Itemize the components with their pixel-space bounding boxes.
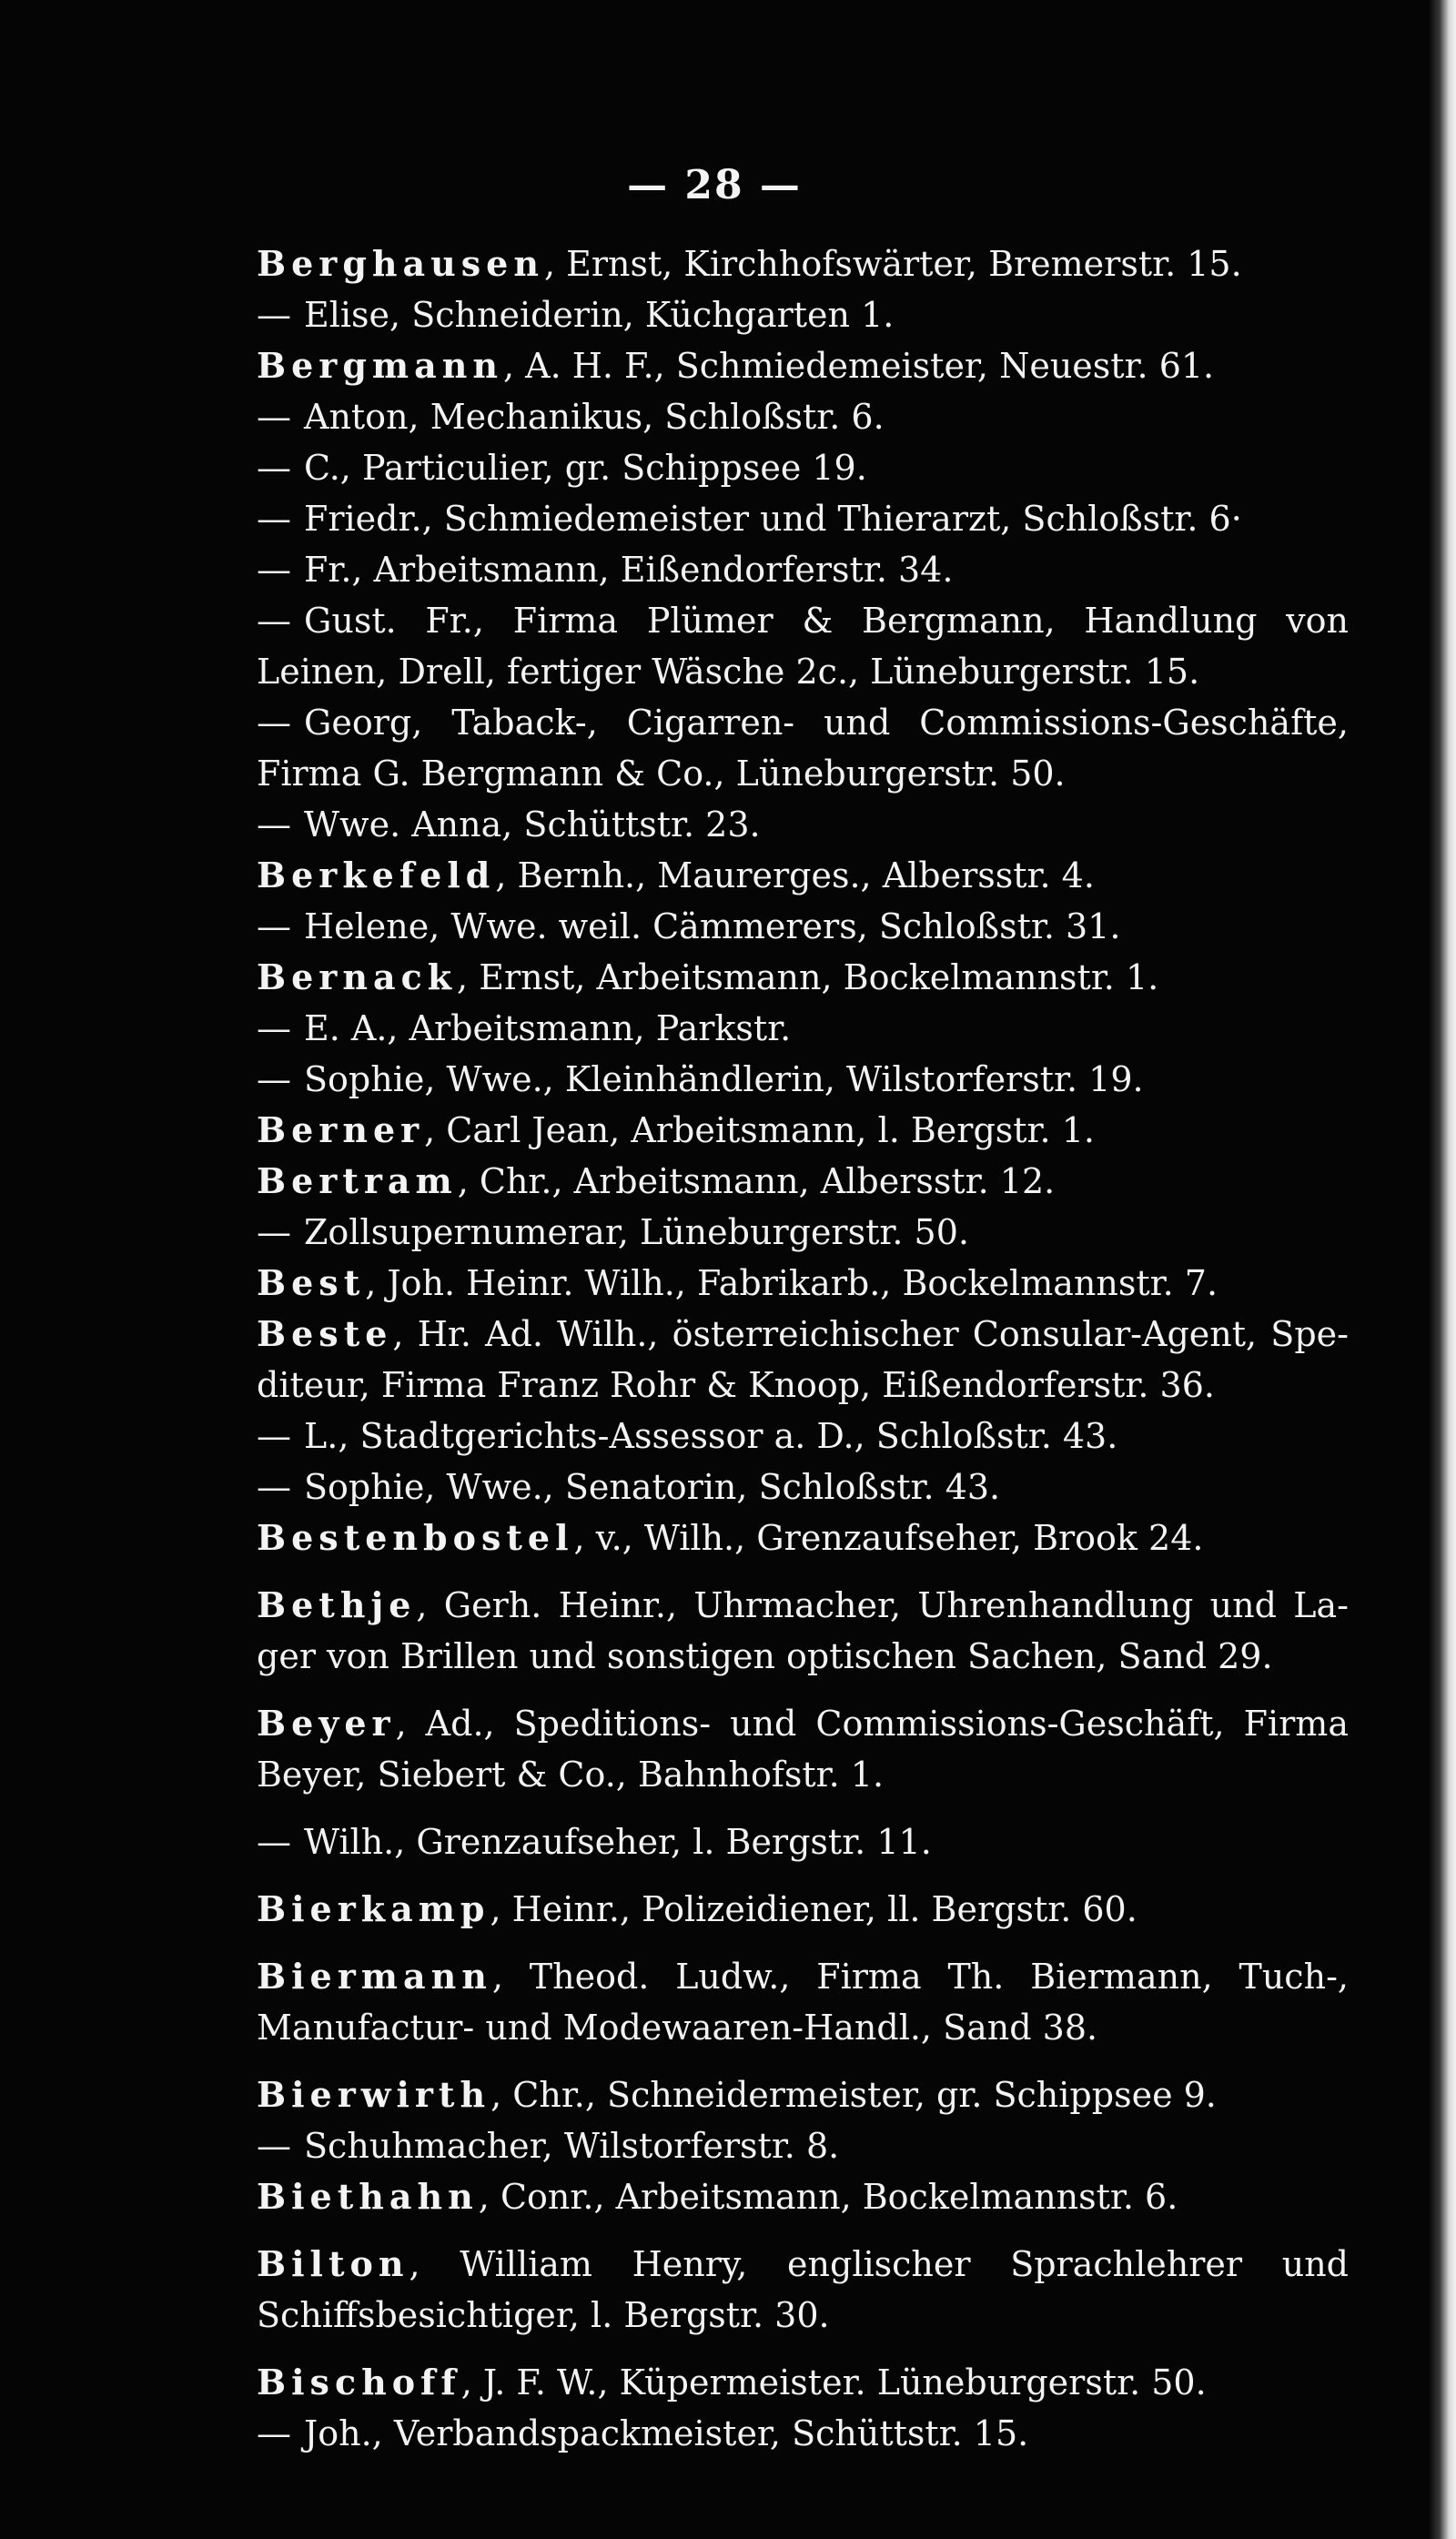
entry-text: Schiffsbesichtiger, l. Bergstr. 30. xyxy=(257,2295,830,2335)
entry-text: Joh., Verbandspackmeister, Schüttstr. 15. xyxy=(304,2413,1029,2453)
dash-mark: — xyxy=(257,1212,291,1252)
entry-line xyxy=(257,1156,1349,1207)
entry-line xyxy=(257,595,1349,646)
entry-line xyxy=(257,1207,1349,1258)
entry-text: Wilh., Grenzaufseher, l. Bergstr. 11. xyxy=(304,1822,932,1862)
entry-line xyxy=(257,1360,1349,1411)
entry-line xyxy=(257,1631,1349,1682)
entry-line xyxy=(257,850,1349,901)
entry-text: , William Henry, englischer Sprachlehrer und xyxy=(409,2244,1349,2284)
entry-line xyxy=(257,2002,1349,2053)
entry-line xyxy=(257,1951,1349,2002)
dash-mark: — xyxy=(257,601,291,641)
entry-text: , Chr., Schneidermeister, gr. Schippsee 9. xyxy=(490,2075,1217,2115)
entry-surname: Berkefeld xyxy=(257,855,496,895)
entry-text: , Carl Jean, Arbeitsmann, l. Bergstr. 1. xyxy=(424,1110,1095,1150)
entry-line xyxy=(257,2120,1349,2171)
entry-text: , Conr., Arbeitsmann, Bockelmannstr. 6. xyxy=(478,2177,1178,2217)
dash-mark: — xyxy=(257,1822,291,1862)
entry-text: Friedr., Schmiedemeister und Thierarzt, Schloßstr. 6· xyxy=(304,499,1242,539)
dash-mark: — xyxy=(257,804,291,845)
entry-list xyxy=(257,238,1349,2459)
entry-surname: Beste xyxy=(257,1313,393,1354)
page-edge-shadow xyxy=(1429,0,1456,2539)
entry-line xyxy=(257,2171,1349,2222)
entry-line xyxy=(257,748,1349,799)
entry-line xyxy=(257,391,1349,442)
entry-line xyxy=(257,238,1349,289)
entry-line xyxy=(257,799,1349,850)
entry-text: E. A., Arbeitsmann, Parkstr. xyxy=(304,1008,792,1048)
entry-text: , Ernst, Kirchhofswärter, Bremerstr. 15. xyxy=(543,244,1242,284)
dash-mark: — xyxy=(257,499,291,539)
entry-line xyxy=(257,1309,1349,1360)
dash-mark: — xyxy=(257,448,291,488)
entry-text: , A. H. F., Schmiedemeister, Neuestr. 61. xyxy=(502,346,1215,386)
entry-line xyxy=(257,1698,1349,1749)
entry-line xyxy=(257,493,1349,544)
entry-text: , v., Wilh., Grenzaufseher, Brook 24. xyxy=(573,1518,1204,1558)
entry-surname: Bergmann xyxy=(257,345,503,386)
entry-line xyxy=(257,2290,1349,2341)
entry-text: , Ad., Speditions- und Commissions-Geschäft, Firma xyxy=(395,1704,1349,1744)
entry-text: Firma G. Bergmann & Co., Lüneburgerstr. 50. xyxy=(257,754,1066,794)
entry-line xyxy=(257,1411,1349,1462)
entry-line xyxy=(257,1105,1349,1156)
entry-line xyxy=(257,1580,1349,1631)
dash-mark: — xyxy=(257,295,291,335)
entry-text: Elise, Schneiderin, Küchgarten 1. xyxy=(304,295,895,335)
entry-line xyxy=(257,1884,1349,1935)
entry-text: C., Particulier, gr. Schippsee 19. xyxy=(304,448,867,488)
dash-mark: — xyxy=(257,906,291,946)
entry-text: ger von Brillen und sonstigen optischen Sachen, Sand 29. xyxy=(257,1636,1273,1676)
page-number: — 28 — xyxy=(627,162,802,208)
entry-surname: Bierkamp xyxy=(257,1888,490,1929)
dash-mark: — xyxy=(257,2413,291,2453)
entry-text: Helene, Wwe. weil. Cämmerers, Schloßstr. 31. xyxy=(304,906,1121,946)
entry-text: , Ernst, Arbeitsmann, Bockelmannstr. 1. xyxy=(457,957,1159,997)
entry-text: Leinen, Drell, fertiger Wäsche 2c., Lüneburgerstr. 15. xyxy=(257,652,1200,692)
entry-text: L., Stadtgerichts-Assessor a. D., Schloßstr. 43. xyxy=(304,1416,1118,1456)
entry-text: Anton, Mechanikus, Schloßstr. 6. xyxy=(304,397,885,437)
entry-line xyxy=(257,442,1349,493)
entry-text: , Bernh., Maurerges., Albersstr. 4. xyxy=(495,855,1095,895)
entry-line xyxy=(257,697,1349,748)
entry-surname: Bischoff xyxy=(257,2362,461,2402)
entry-surname: Bestenbostel xyxy=(257,1517,574,1558)
entry-line xyxy=(257,1749,1349,1800)
entry-line xyxy=(257,2239,1349,2290)
entry-line xyxy=(257,1054,1349,1105)
entry-text: , Hr. Ad. Wilh., österreichischer Consular-Agent, Spe- xyxy=(392,1314,1349,1354)
entry-surname: Biethahn xyxy=(257,2176,479,2217)
entry-surname: Bernack xyxy=(257,956,458,997)
dash-mark: — xyxy=(257,1416,291,1456)
entry-surname: Bertram xyxy=(257,1160,458,1201)
entry-text: , Theod. Ludw., Firma Th. Biermann, Tuch-, xyxy=(491,1957,1349,1997)
entry-surname: Best xyxy=(257,1262,366,1303)
entry-line xyxy=(257,952,1349,1003)
entry-text: Schuhmacher, Wilstorferstr. 8. xyxy=(304,2126,840,2166)
dash-mark: — xyxy=(257,2126,291,2166)
entry-text: Sophie, Wwe., Senatorin, Schloßstr. 43. xyxy=(304,1467,1001,1507)
entry-line xyxy=(257,1462,1349,1512)
entry-text: , J. F. W., Küpermeister. Lüneburgerstr. 50. xyxy=(460,2362,1207,2402)
entry-text: Zollsupernumerar, Lüneburgerstr. 50. xyxy=(304,1212,969,1252)
entry-text: , Chr., Arbeitsmann, Albersstr. 12. xyxy=(457,1161,1056,1201)
entry-line xyxy=(257,340,1349,391)
entry-surname: Biermann xyxy=(257,1956,492,1997)
dash-mark: — xyxy=(257,397,291,437)
entry-text: , Heinr., Polizeidiener, ll. Bergstr. 60. xyxy=(490,1889,1138,1929)
entry-text: , Gerh. Heinr., Uhrmacher, Uhrenhandlung und La- xyxy=(416,1585,1349,1625)
entry-text: Fr., Arbeitsmann, Eißendorferstr. 34. xyxy=(304,550,954,590)
entry-line xyxy=(257,1816,1349,1867)
entry-text: Manufactur- und Modewaaren-Handl., Sand 38. xyxy=(257,2008,1098,2048)
dash-mark: — xyxy=(257,1008,291,1048)
entry-line xyxy=(257,1512,1349,1563)
entry-text: , Joh. Heinr. Wilh., Fabrikarb., Bockelmannstr. 7. xyxy=(365,1263,1218,1303)
entry-line xyxy=(257,2357,1349,2408)
entry-surname: Berner xyxy=(257,1109,425,1150)
entry-surname: Bilton xyxy=(257,2243,410,2284)
entry-line xyxy=(257,1003,1349,1054)
dash-mark: — xyxy=(257,550,291,590)
entry-text: Wwe. Anna, Schüttstr. 23. xyxy=(304,804,761,845)
entry-surname: Bierwirth xyxy=(257,2074,491,2115)
dash-mark: — xyxy=(257,1467,291,1507)
entry-text: Georg, Taback-, Cigarren- und Commissions-Geschäfte, xyxy=(304,703,1349,743)
entry-line xyxy=(257,544,1349,595)
dash-mark: — xyxy=(257,1059,291,1099)
entry-line xyxy=(257,2069,1349,2120)
dash-mark: — xyxy=(257,703,291,743)
entry-surname: Bethje xyxy=(257,1584,417,1625)
entry-surname: Beyer xyxy=(257,1703,396,1744)
entry-text: diteur, Firma Franz Rohr & Knoop, Eißendorferstr. 36. xyxy=(257,1365,1215,1405)
entry-surname: Berghausen xyxy=(257,243,544,284)
entry-line xyxy=(257,646,1349,697)
entry-text: Sophie, Wwe., Kleinhändlerin, Wilstorferstr. 19. xyxy=(304,1059,1144,1099)
entry-text: Gust. Fr., Firma Plümer & Bergmann, Handlung von xyxy=(304,601,1349,641)
entry-text: Beyer, Siebert & Co., Bahnhofstr. 1. xyxy=(257,1755,885,1795)
entry-line xyxy=(257,289,1349,340)
entry-line xyxy=(257,1258,1349,1309)
entry-line xyxy=(257,901,1349,952)
entry-line xyxy=(257,2408,1349,2459)
